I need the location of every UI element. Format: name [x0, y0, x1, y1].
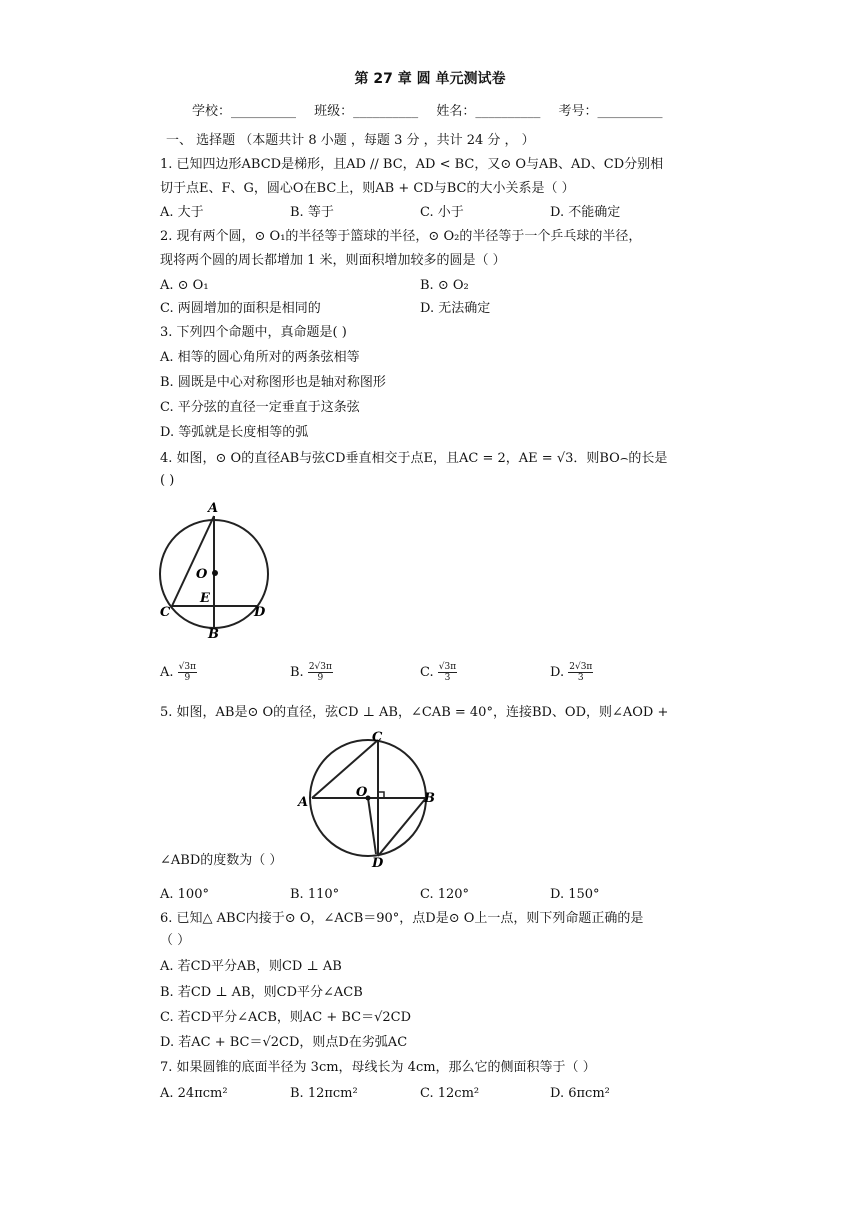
- q5-label-a: A: [298, 795, 309, 810]
- q5-label-c: C: [372, 730, 383, 745]
- q5-option-a: A. 100°: [160, 887, 209, 902]
- q5-option-c: C. 120°: [420, 887, 470, 902]
- q6-option-a: A. 若CD平分AB，则CD ⊥ AB: [160, 959, 342, 974]
- q4-option-b: B. $\frac{2√3\pi}{9}$: [290, 662, 332, 683]
- q5-option-d: D. 150°: [550, 887, 600, 902]
- q5-stem-line2: ∠ABD的度数为（ ）: [160, 853, 283, 868]
- q4-label-o: O: [196, 567, 208, 582]
- class-field: 班级：__________: [314, 104, 419, 119]
- q3-option-a: A. 相等的圆心角所对的两条弦相等: [160, 350, 360, 365]
- q5-label-o: O: [356, 785, 368, 800]
- q3-stem: 3. 下列四个命题中，真命题是( ): [160, 325, 347, 340]
- student-info: [192, 100, 676, 119]
- q5-option-b: B. 110°: [290, 887, 340, 902]
- q4-label-a: A: [208, 501, 219, 516]
- q6-stem-line1: 6. 已知△ ABC内接于⊙ O，∠ACB＝90°，点D是⊙ O上一点，则下列命题正确的是: [160, 911, 644, 926]
- q7-stem: 7. 如果圆锥的底面半径为 3cm，母线长为 4cm，那么它的侧面积等于（ ）: [160, 1060, 596, 1075]
- q4-figure: [152, 498, 282, 644]
- q6-stem-line2: （ ）: [160, 933, 191, 948]
- q4-label-e: E: [200, 591, 210, 606]
- q3-option-c: C. 平分弦的直径一定垂直于这条弦: [160, 400, 360, 415]
- q1-option-d: D. 不能确定: [550, 205, 621, 220]
- q1-option-c: C. 小于: [420, 205, 464, 220]
- q5-figure: [296, 726, 444, 868]
- q4-label-d: D: [254, 605, 266, 620]
- q5-stem-line1: 5. 如图，AB是⊙ O的直径，弦CD ⊥ AB，∠CAB = 40°，连接BD、OD，则∠AOD +: [160, 705, 669, 720]
- q5-label-b: B: [424, 791, 435, 806]
- q4-stem-line1: 4. 如图，⊙ O的直径AB与弦CD垂直相交于点E，且AC = 2，AE = √3．则BO⌢的长是: [160, 451, 668, 466]
- q5-segment-ac: [312, 740, 378, 798]
- q1-stem-line1: 1. 已知四边形ABCD是梯形，且AD // BC，AD < BC，又⊙ O与AB、AD、CD分别相: [160, 157, 664, 172]
- section-heading: 一、 选择题 （本题共计 8 小题 ，每题 3 分 ，共计 24 分 ， ）: [166, 133, 535, 148]
- q4-option-d: D. $\frac{2√3\pi}{3}$: [550, 662, 593, 683]
- q1-stem-line2: 切于点E、F、G，圆心O在BC上，则AB + CD与BC的大小关系是（ ）: [160, 181, 575, 196]
- q2-option-b: B. ⊙ O₂: [420, 278, 469, 293]
- q1-option-b: B. 等于: [290, 205, 334, 220]
- q3-option-b: B. 圆既是中心对称图形也是轴对称图形: [160, 375, 386, 390]
- q2-stem-line2: 现将两个圆的周长都增加 1 米，则面积增加较多的圆是（ ）: [160, 253, 506, 268]
- number-field: 考号：__________: [558, 104, 663, 119]
- q4-center-dot: [212, 570, 218, 576]
- q2-option-d: D. 无法确定: [420, 301, 491, 316]
- q2-option-c: C. 两圆增加的面积是相同的: [160, 301, 321, 316]
- q7-option-b: B. 12πcm²: [290, 1086, 358, 1101]
- q6-option-b: B. 若CD ⊥ AB，则CD平分∠ACB: [160, 985, 363, 1000]
- q6-option-d: D. 若AC + BC＝√2CD，则点D在劣弧AC: [160, 1035, 408, 1050]
- page-title: 第 27 章 圆 单元测试卷: [354, 71, 506, 87]
- q3-option-d: D. 等弧就是长度相等的弧: [160, 425, 309, 440]
- q7-option-a: A. 24πcm²: [160, 1086, 228, 1101]
- q4-label-b: B: [208, 627, 219, 642]
- q4-option-a: A. $\frac{√3\pi}{9}$: [160, 662, 197, 683]
- q5-segment-od: [368, 798, 376, 854]
- q2-option-a: A. ⊙ O₁: [160, 278, 209, 293]
- q4-stem-line2: ( ): [160, 473, 175, 488]
- q6-option-c: C. 若CD平分∠ACB，则AC + BC＝√2CD: [160, 1010, 412, 1025]
- q7-option-c: C. 12cm²: [420, 1086, 480, 1101]
- q7-option-d: D. 6πcm²: [550, 1086, 610, 1101]
- q4-label-c: C: [160, 605, 171, 620]
- q2-stem-line1: 2. 现有两个圆，⊙ O₁的半径等于篮球的半径，⊙ O₂的半径等于一个乒乓球的半径，: [160, 229, 642, 244]
- q5-label-d: D: [372, 856, 384, 868]
- school-field: 学校：__________: [192, 104, 297, 119]
- name-field: 姓名：__________: [436, 104, 541, 119]
- q4-option-c: C. $\frac{√3\pi}{3}$: [420, 662, 457, 683]
- q1-option-a: A. 大于: [160, 205, 204, 220]
